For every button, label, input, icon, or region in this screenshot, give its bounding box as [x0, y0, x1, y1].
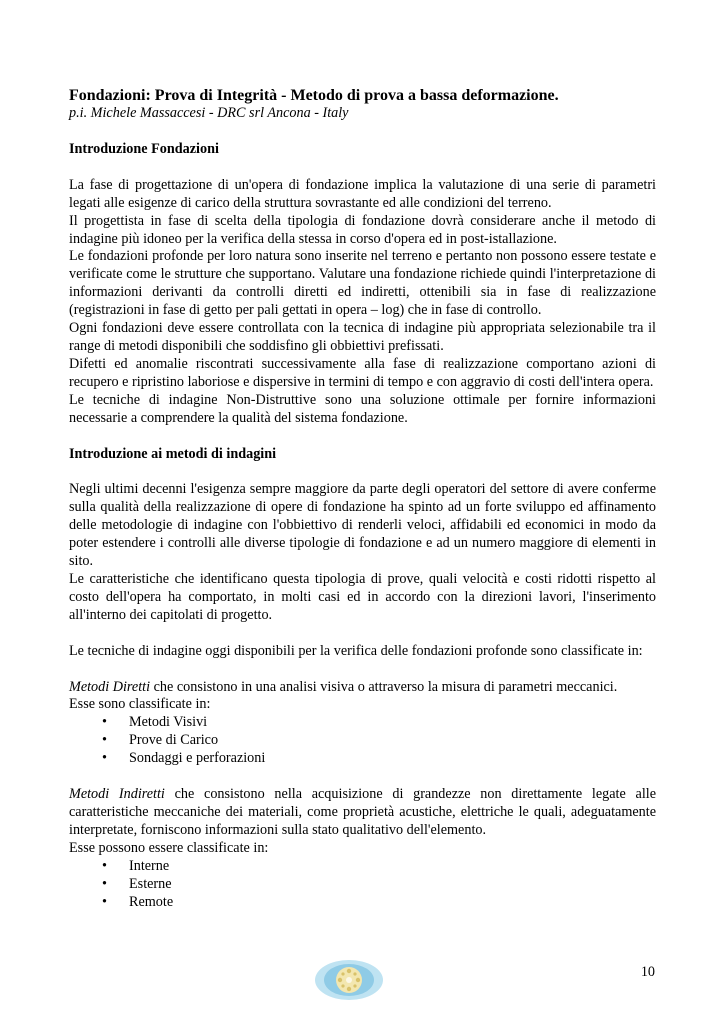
document-title: Fondazioni: Prova di Integrità - Metodo di prova a bassa deformazione.	[69, 87, 559, 104]
list-item: • Esterne	[69, 876, 656, 894]
document-author: p.i. Michele Massaccesi - DRC srl Ancona - Italy	[69, 105, 349, 121]
list-item: • Interne	[69, 858, 656, 876]
paragraph: Negli ultimi decenni l'esigenza sempre maggiore da parte degli operatori del settore di avere conferme sulla qualità della realizzazione di opere di fondazione ha spinto ad un forte sviluppo ed affinamento delle metodologie di indagine con l'obbiettivo di renderli veloci, affidabili ed economici in modo da poter estendere i controlli alle diverse tipologie di fondazione e ad un numero maggiore di elementi in sito.	[69, 481, 656, 570]
document-page	[69, 86, 656, 911]
direct-methods-paragraph	[69, 679, 656, 697]
paragraph: Le fondazioni profonde per loro natura sono inserite nel terreno e pertanto non possono essere testate e verificate come le strutture che supportano. Valutare una fondazione richiede quindi l'interpretazione di informazioni derivanti da controlli diretti ed indiretti, ottenibili sia in fase di realizzazione (registrazioni in fase di getto per pali gettati in opera – log) che in fase di controllo.	[69, 248, 656, 319]
paragraph: Le tecniche di indagine oggi disponibili per la verifica delle fondazioni profonde sono classificate in:	[69, 642, 643, 659]
paragraph: La fase di progettazione di un'opera di fondazione implica la valutazione di una serie di parametri legati alle esigenze di carico della struttura sovrastante ed alle condizioni del terreno.	[69, 176, 656, 211]
paragraph: Le caratteristiche che identificano questa tipologia di prove, quali velocità e costi ridotti rispetto al costo dell'opera ha comportato, in molti casi ed in accordo con la direzioni lavori, l'inserimento all'interno dei capitolati di progetto.	[69, 570, 656, 623]
indirect-methods-text: che consistono nella acquisizione di grandezze non direttamente legate alle caratteristiche meccaniche dei materiali, come proprietà acustiche, elettriche le quali, adeguatamente interpretate, forniscono informazioni sulla stato qualitativo dell'elemento.	[69, 786, 656, 838]
section-heading-introduzione-metodi: Introduzione ai metodi di indagini	[69, 445, 277, 462]
page-number: 10	[640, 964, 655, 980]
direct-methods-term: Metodi Diretti	[69, 678, 151, 695]
list-item: • Remote	[69, 894, 656, 912]
paragraph: Il progettista in fase di scelta della tipologia di fondazione dovrà considerare anche il metodo di indagine più idoneo per la verifica della stessa in corso d'opera ed in post-istallazione.	[69, 212, 656, 247]
paragraph: Ogni fondazioni deve essere controllata con la tecnica di indagine più appropriata selezionabile tra il range di metodi disponibili che soddisfino gli obbiettivi prefissati.	[69, 320, 656, 354]
paragraph: Difetti ed anomalie riscontrati successivamente alla fase di realizzazione comportano azioni di recupero e ripristino laboriose e dispersive in termini di tempo e con aggravio di costi dell'intera opera.	[69, 355, 656, 390]
indirect-methods-paragraph	[69, 786, 656, 840]
list-item: • Metodi Visivi	[69, 714, 656, 732]
direct-methods-list	[69, 714, 656, 768]
paragraph: Le tecniche di indagine Non-Distruttive sono una soluzione ottimale per fornire informazioni necessarie a comprendere la qualità del sistema fondazione.	[69, 391, 656, 426]
list-item: • Sondaggi e perforazioni	[69, 750, 656, 768]
list-item: • Prove di Carico	[69, 732, 656, 750]
section-heading-introduzione-fondazioni: Introduzione Fondazioni	[69, 140, 219, 157]
direct-methods-text: che consistono in una analisi visiva o attraverso la misura di parametri meccanici.	[150, 678, 618, 695]
direct-methods-subtext: Esse sono classificate in:	[69, 696, 211, 713]
indirect-methods-list	[69, 858, 656, 912]
indirect-methods-term: Metodi Indiretti	[69, 786, 165, 803]
eye-logo-icon	[313, 956, 385, 1004]
indirect-methods-subtext: Esse possono essere classificate in:	[69, 839, 269, 856]
